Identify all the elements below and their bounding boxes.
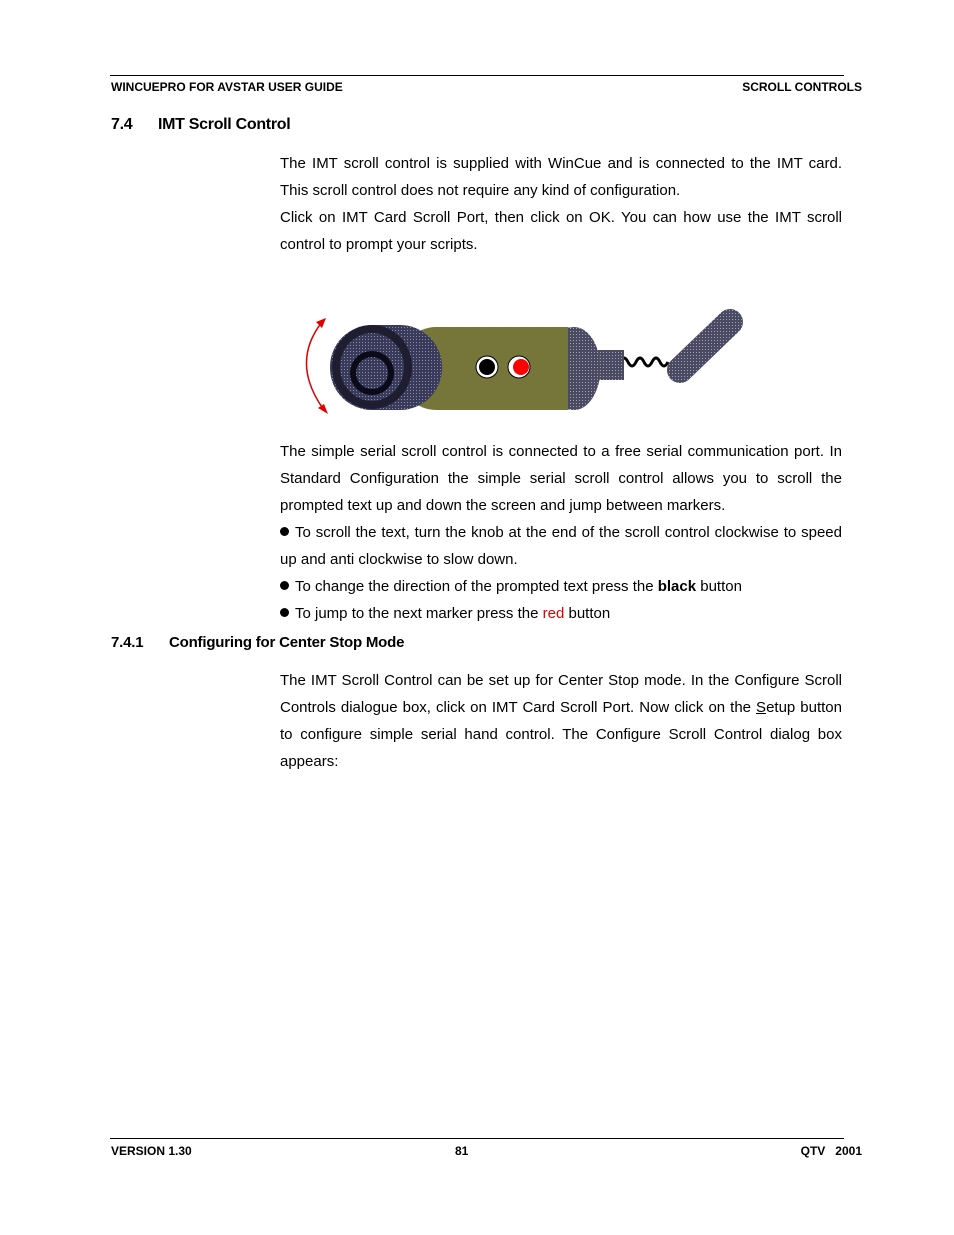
intro-text <box>280 150 842 258</box>
section-heading <box>111 116 290 134</box>
bullet-item-2: To change the direction of the prompted text press the black button <box>280 573 842 600</box>
subsection-number: 7.4.1 <box>111 634 144 651</box>
page-number: 81 <box>455 1144 469 1158</box>
subsection-heading <box>111 634 404 651</box>
knob-icon <box>330 325 442 410</box>
header-rule <box>110 75 844 76</box>
bullet-icon <box>280 527 289 536</box>
footer-company: QTV 2001 <box>800 1144 862 1158</box>
subsection-title: Configuring for Center Stop Mode <box>169 634 405 651</box>
description-paragraph: The simple serial scroll control is connected to a free serial communication port. In Standard Configuration the simple serial scroll control allows you to scroll the prompted text up and down the screen and jump between markers. <box>280 443 842 514</box>
black-button-icon <box>476 356 498 378</box>
footer-version: VERSION 1.30 <box>111 1144 192 1158</box>
imt-scroll-control-illustration <box>290 300 750 430</box>
intro-paragraph-2: Click on IMT Card Scroll Port, then click on OK. You can how use the IMT scroll control to prompt your scripts. <box>280 209 842 253</box>
cable-icon <box>598 322 730 380</box>
bullet-icon <box>280 608 289 617</box>
bullet-item-3: To jump to the next marker press the red button <box>280 600 842 627</box>
header-title: WINCUEPRO FOR AVSTAR USER GUIDE <box>111 80 343 94</box>
bullet-icon <box>280 581 289 590</box>
section-number: 7.4 <box>111 116 133 133</box>
red-button-icon <box>508 356 530 378</box>
header-section: SCROLL CONTROLS <box>742 80 862 94</box>
description-text <box>280 438 842 627</box>
subsection-text <box>280 667 842 775</box>
bullet-item-1: To scroll the text, turn the knob at the end of the scroll control clockwise to speed up and anti clockwise to slow down. <box>280 524 842 568</box>
subsection-paragraph: The IMT Scroll Control can be set up for Center Stop mode. In the Configure Scroll Controls dialogue box, click on IMT Card Scroll Port. Now click on the Setup button to configure simple serial hand control. The Configure Scroll Control dialog box appears: <box>280 672 842 770</box>
section-title: IMT Scroll Control <box>158 116 291 133</box>
rotation-arrow-icon <box>306 318 328 414</box>
footer-rule <box>110 1138 844 1139</box>
intro-paragraph-1: The IMT scroll control is supplied with WinCue and is connected to the IMT card. This scroll control does not require any kind of configuration. <box>280 155 842 199</box>
